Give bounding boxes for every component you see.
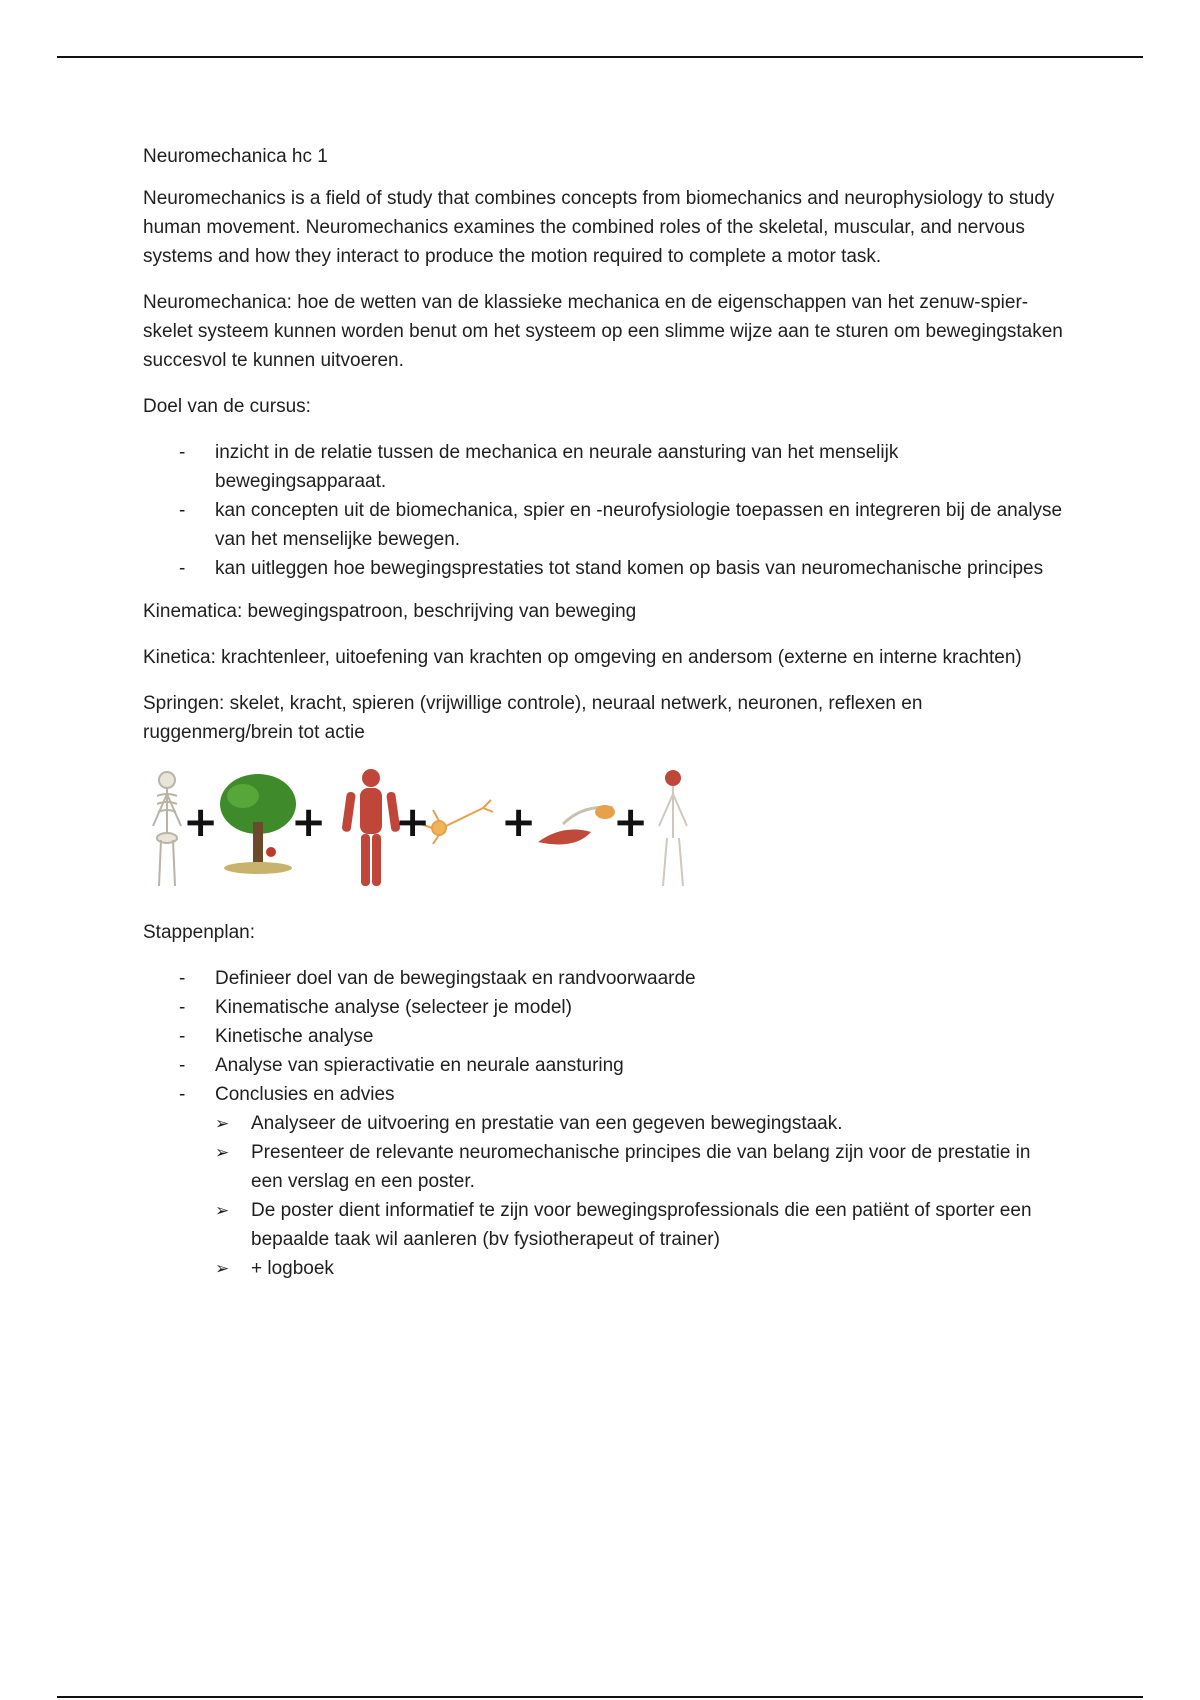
muscle-spindle-icon xyxy=(538,805,615,844)
header-rule xyxy=(57,56,1143,58)
document-title: Neuromechanica hc 1 xyxy=(143,146,328,167)
list-item: ➢ Presenteer de relevante neuromechanische principes die van belang zijn voor de prestatie in een verslag en een poster. xyxy=(251,1138,1063,1196)
goal-heading: Doel van de cursus: xyxy=(143,396,311,417)
list-item: - kan uitleggen hoe bewegingsprestaties tot stand komen op basis van neuromechanische principes xyxy=(215,554,1063,583)
tree-icon xyxy=(220,774,296,874)
goal-list xyxy=(143,438,1063,583)
intro-english: Neuromechanics is a field of study that combines concepts from biomechanics and neurophysiology to study human movement. Neuromechanics examines the combined roles of the skeletal, muscular, and nervous systems and how they interact to produce the motion required to complete a motor task. xyxy=(143,188,1055,267)
skeleton-icon xyxy=(153,772,181,886)
list-item: - Kinetische analyse xyxy=(215,1022,1063,1051)
plus-sign: + xyxy=(183,797,219,846)
kinematica-definition: Kinematica: bewegingspatroon, beschrijving van beweging xyxy=(143,601,637,622)
list-item-label: Conclusies en advies xyxy=(215,1084,395,1105)
list-item: - kan concepten uit de biomechanica, spier en -neurofysiologie toepassen en integreren bij de analyse van het menselijke bewegen. xyxy=(215,496,1063,554)
list-item: ➢ Analyseer de uitvoering en prestatie van een gegeven bewegingstaak. xyxy=(251,1109,1063,1138)
muscle-body-icon xyxy=(341,769,400,886)
list-item xyxy=(215,1080,1063,1283)
footer-rule xyxy=(57,1696,1143,1698)
nervous-system-icon xyxy=(659,770,687,886)
intro-dutch: Neuromechanica: hoe de wetten van de klassieke mechanica en de eigenschappen van het zenuw-spier-skelet systeem kunnen worden benut om het systeem op een slimme wijze aan te sturen om bewegingstaken succesvol te kunnen uitvoeren. xyxy=(143,292,1063,371)
steps-list xyxy=(143,964,1063,1283)
document-body xyxy=(143,142,1063,1297)
plus-sign: + xyxy=(395,797,431,846)
movement-components-figure xyxy=(143,764,703,896)
list-item: - inzicht in de relatie tussen de mechanica en neurale aansturing van het menselijk bewegingsapparaat. xyxy=(215,438,1063,496)
list-item: ➢ De poster dient informatief te zijn voor bewegingsprofessionals die een patiënt of sporter een bepaalde taak wil aanleren (bv fysiotherapeut of trainer) xyxy=(251,1196,1063,1254)
substeps-list xyxy=(215,1109,1063,1283)
plus-sign: + xyxy=(501,797,537,846)
plus-sign: + xyxy=(291,797,327,846)
steps-heading: Stappenplan: xyxy=(143,922,255,943)
list-item: - Definieer doel van de bewegingstaak en randvoorwaarde xyxy=(215,964,1063,993)
list-item: - Analyse van spieractivatie en neurale aansturing xyxy=(215,1051,1063,1080)
list-item: - Kinematische analyse (selecteer je model) xyxy=(215,993,1063,1022)
list-item: ➢ + logboek xyxy=(251,1254,1063,1283)
kinetica-definition: Kinetica: krachtenleer, uitoefening van krachten op omgeving en andersom (externe en interne krachten) xyxy=(143,647,1022,668)
plus-sign: + xyxy=(613,797,649,846)
neuron-icon xyxy=(421,800,493,844)
springen-definition: Springen: skelet, kracht, spieren (vrijwillige controle), neuraal netwerk, neuronen, reflexen en ruggenmerg/brein tot actie xyxy=(143,693,923,743)
